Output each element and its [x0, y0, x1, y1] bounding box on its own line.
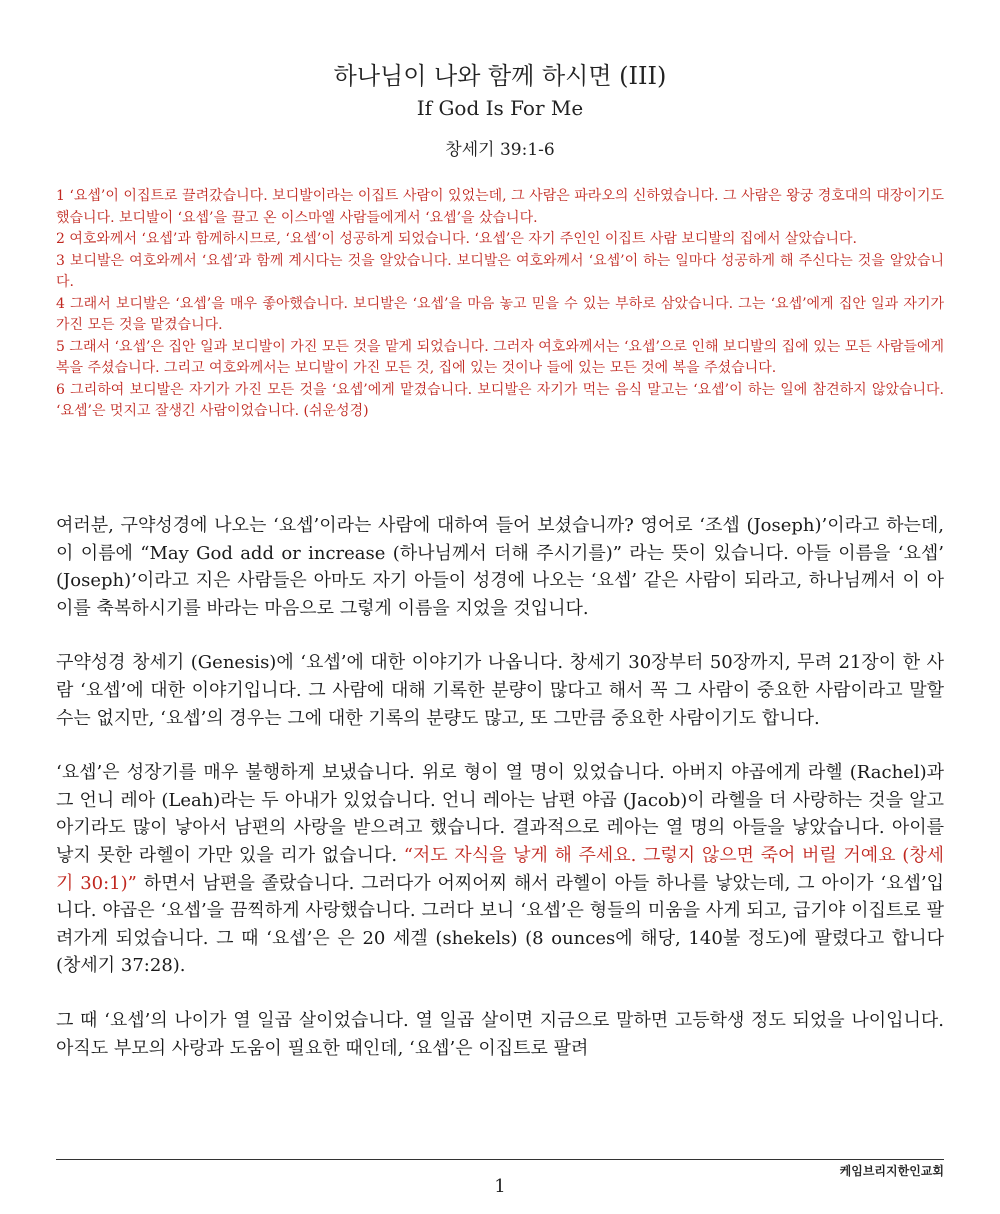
sermon-body [56, 512, 944, 1089]
paragraph-3-text-start: ‘요셉’은 성장기를 매우 불행하게 보냈습니다. 위로 형이 열 명이 있었습니다. 아버지 야곱에게 라헬 (Rachel)과 그 언니 레아 (Leah)라는 두 아내가 있었습니다. 언니 레아는 남편 야곱 (Jacob)이 라헬을 더 사랑하는 것을 알고 아기라도 많이 낳아서 남편의 사랑을 받으려고 했습니다. 결과적으로 레아는 열 명의 아들을 낳았습니다. 아이를 낳지 못한 라헬이 가만 있을 리가 없습니다. [56, 762, 944, 866]
scripture-verse-5: 5 그래서 ‘요셉’은 집안 일과 보디발이 가진 모든 것을 맡게 되었습니다. 그러자 여호와께서는 ‘요셉’으로 인해 보디발의 집에 있는 모든 사람들에게 복을 주셨습니다. 그리고 여호와께서는 보디발이 가진 모든 것, 집에 있는 것이나 들에 있는 모든 것에 복을 주셨습니다. [56, 338, 944, 376]
scripture-verse-1: 1 ‘요셉’이 이집트로 끌려갔습니다. 보디발이라는 이집트 사람이 있었는데, 그 사람은 파라오의 신하였습니다. 그 사람은 왕궁 경호대의 대장이기도 했습니다. 보디발이 ‘요셉’을 끌고 온 이스마엘 사람들에게서 ‘요셉’을 샀습니다. [56, 188, 944, 226]
footer-divider [56, 1159, 944, 1160]
paragraph-3-text-end: 하면서 남편을 졸랐습니다. 그러다가 어찌어찌 해서 라헬이 아들 하나를 낳았는데, 그 아이가 ‘요셉’입니다. 야곱은 ‘요셉’을 끔찍하게 사랑했습니다. 그러다 보니 ‘요셉’은 형들의 미움을 사게 되고, 급기야 이집트로 팔려가게 되었습니다. 그 때 ‘요셉’은 은 20 세겔 (shekels) (8 ounces에 해당, 140불 정도)에 팔렸다고 합니다 (창세기 37:28). [56, 872, 944, 977]
scripture-verse-3: 3 보디발은 여호와께서 ‘요셉’과 함께 계시다는 것을 알았습니다. 보디발은 여호와께서 ‘요셉’이 하는 일마다 성공하게 해 주신다는 것을 알았습니다. [56, 252, 944, 290]
page-number: 1 [494, 1176, 506, 1197]
scripture-reference: 창세기 39:1-6 [445, 140, 555, 160]
scripture-verse-4: 4 그래서 보디발은 ‘요셉’을 매우 좋아했습니다. 보디발은 ‘요셉’을 마음 놓고 믿을 수 있는 부하로 삼았습니다. 그는 ‘요셉’에게 집안 일과 자기가 가진 모든 것을 맡겼습니다. [56, 295, 944, 333]
sermon-title: 하나님이 나와 함께 하시면 (III) [333, 62, 667, 90]
scripture-verse-2: 2 여호와께서 ‘요셉’과 함께하시므로, ‘요셉’이 성공하게 되었습니다. ‘요셉’은 자기 주인인 이집트 사람 보디발의 집에서 살았습니다. [56, 231, 857, 247]
body-paragraph-1: 여러분, 구약성경에 나오는 ‘요셉’이라는 사람에 대하여 들어 보셨습니까? 영어로 ‘조셉 (Joseph)’이라고 하는데, 이 이름에 “May God add or increase (하나님께서 더해 주시기를)” 라는 뜻이 있습니다. 아들 이름을 ‘요셉’ (Joseph)’이라고 지은 사람들은 아마도 자기 아들이 성경에 나오는 ‘요셉’ 같은 사람이 되라고, 하나님께서 이 아이를 축복하시기를 바라는 마음으로 그렇게 이름을 지었을 것입니다. [56, 515, 945, 619]
sermon-subtitle: If God Is For Me [416, 96, 584, 120]
rachel-quote: “저도 자식을 낳게 해 주세요. 그렇지 않으면 죽어 버릴 거예요 (창세기 30:1)” [56, 844, 944, 894]
body-paragraph-4: 그 때 ‘요셉’의 나이가 열 일곱 살이었습니다. 열 일곱 살이면 지금으로 말하면 고등학생 정도 되었을 나이입니다. 아직도 부모의 사랑과 도움이 필요한 때인데, ‘요셉’은 이집트로 팔려 [56, 1009, 944, 1059]
church-name: 케임브리지한인교회 [839, 1164, 944, 1178]
body-paragraph-3 [56, 759, 944, 980]
scripture-passage [56, 186, 944, 423]
body-paragraph-2: 구약성경 창세기 (Genesis)에 ‘요셉’에 대한 이야기가 나옵니다. 창세기 30장부터 50장까지, 무려 21장이 한 사람 ‘요셉’에 대한 이야기입니다. 그 사람에 대해 기록한 분량이 많다고 해서 꼭 그 사람이 중요한 사람이라고 말할 수는 없지만, ‘요셉’의 경우는 그에 대한 기록의 분량도 많고, 또 그만큼 중요한 사람이기도 합니다. [56, 652, 944, 729]
scripture-verse-6: 6 그리하여 보디발은 자기가 가진 모든 것을 ‘요셉’에게 맡겼습니다. 보디발은 자기가 먹는 음식 말고는 ‘요셉’이 하는 일에 참견하지 않았습니다. ‘요셉’은 멋지고 잘생긴 사람이었습니다. (쉬운성경) [56, 381, 944, 419]
